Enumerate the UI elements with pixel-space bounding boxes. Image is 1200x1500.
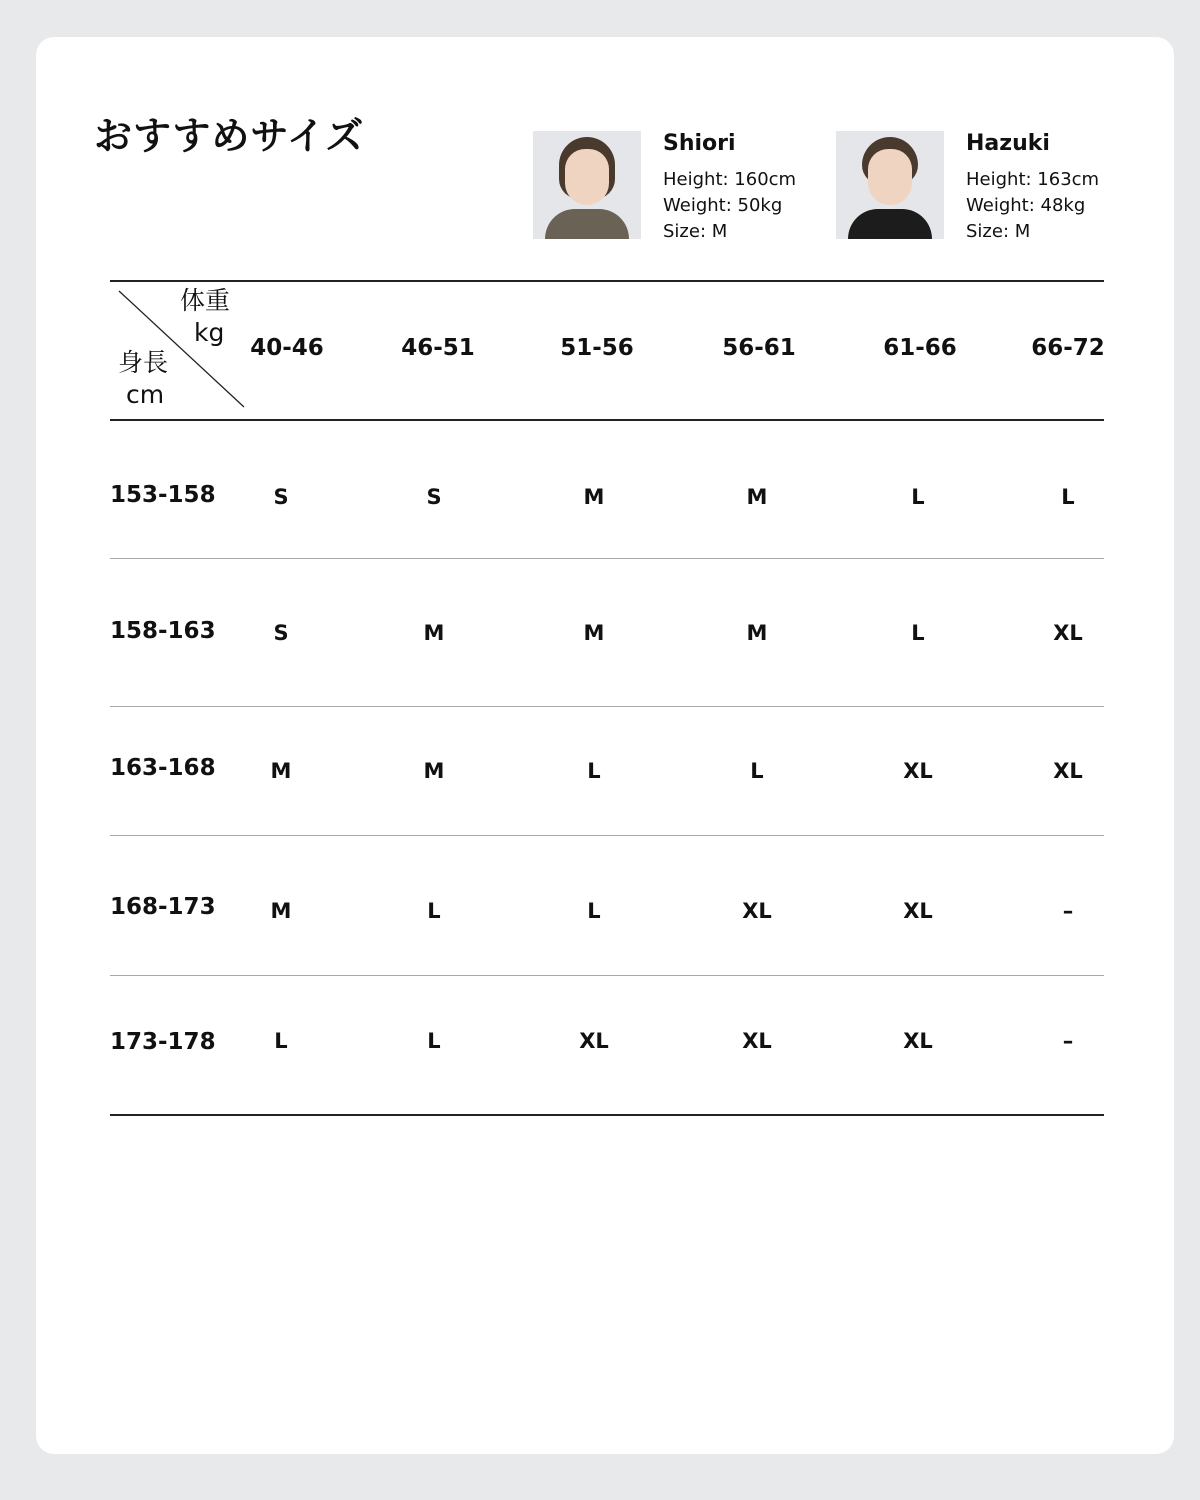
table-cell: L <box>911 621 925 645</box>
column-header: 61-66 <box>883 335 957 361</box>
row-rule <box>110 706 1104 707</box>
table-cell: – <box>1062 1029 1074 1053</box>
table-cell: XL <box>742 899 772 923</box>
table-bottom-rule <box>110 1114 1104 1116</box>
table-cell: L <box>587 899 601 923</box>
table-cell: M <box>423 759 445 783</box>
model-weight: Weight: 48kg <box>966 195 1086 216</box>
model-size: Size: M <box>663 221 728 242</box>
row-header: 173-178 <box>110 1029 216 1055</box>
table-cell: L <box>427 1029 441 1053</box>
table-cell: L <box>587 759 601 783</box>
row-header: 163-168 <box>110 755 216 781</box>
model-height: Height: 160cm <box>663 169 797 190</box>
row-rule <box>110 835 1104 836</box>
row-header: 153-158 <box>110 482 216 508</box>
table-cell: S <box>273 621 289 645</box>
height-label: 身長 <box>118 348 169 377</box>
row-header: 168-173 <box>110 894 216 920</box>
table-cell: XL <box>1053 759 1083 783</box>
table-cell: XL <box>742 1029 772 1053</box>
table-cell: XL <box>903 1029 933 1053</box>
table-cell: XL <box>903 759 933 783</box>
table-cell: M <box>270 899 292 923</box>
table-cell: – <box>1062 899 1074 923</box>
table-cell: S <box>426 485 442 509</box>
table-cell: S <box>273 485 289 509</box>
model-height: Height: 163cm <box>966 169 1100 190</box>
table-cell: L <box>427 899 441 923</box>
table-top-rule <box>110 280 1104 282</box>
table-corner-header <box>110 280 250 419</box>
table-cell: L <box>750 759 764 783</box>
table-cell: XL <box>1053 621 1083 645</box>
table-cell: M <box>270 759 292 783</box>
page-title: おすすめサイズ <box>94 114 365 158</box>
table-cell: M <box>583 621 605 645</box>
table-cell: M <box>746 485 768 509</box>
model-weight: Weight: 50kg <box>663 195 783 216</box>
weight-label: 体重 <box>180 286 231 315</box>
model-size: Size: M <box>966 221 1031 242</box>
height-unit: cm <box>126 380 165 409</box>
row-rule <box>110 558 1104 559</box>
column-header: 66-72 <box>1031 335 1105 361</box>
table-cell: M <box>423 621 445 645</box>
model-card-shiori <box>533 131 796 245</box>
row-header: 158-163 <box>110 618 216 644</box>
header-rule <box>110 419 1104 421</box>
table-cell: L <box>274 1029 288 1053</box>
model-name: Hazuki <box>966 131 1050 156</box>
table-cell: XL <box>903 899 933 923</box>
table-cell: L <box>911 485 925 509</box>
model-photo-shiori <box>533 131 641 239</box>
row-rule <box>110 975 1104 976</box>
table-cell: M <box>746 621 768 645</box>
column-header: 40-46 <box>250 335 324 361</box>
weight-unit: kg <box>194 318 225 347</box>
table-cell: M <box>583 485 605 509</box>
size-guide-card <box>36 37 1174 1454</box>
model-name: Shiori <box>663 131 736 156</box>
column-header: 46-51 <box>401 335 475 361</box>
column-header: 51-56 <box>560 335 634 361</box>
column-header: 56-61 <box>722 335 796 361</box>
model-card-hazuki <box>836 131 1099 245</box>
model-photo-hazuki <box>836 131 944 239</box>
table-cell: XL <box>579 1029 609 1053</box>
table-cell: L <box>1061 485 1075 509</box>
